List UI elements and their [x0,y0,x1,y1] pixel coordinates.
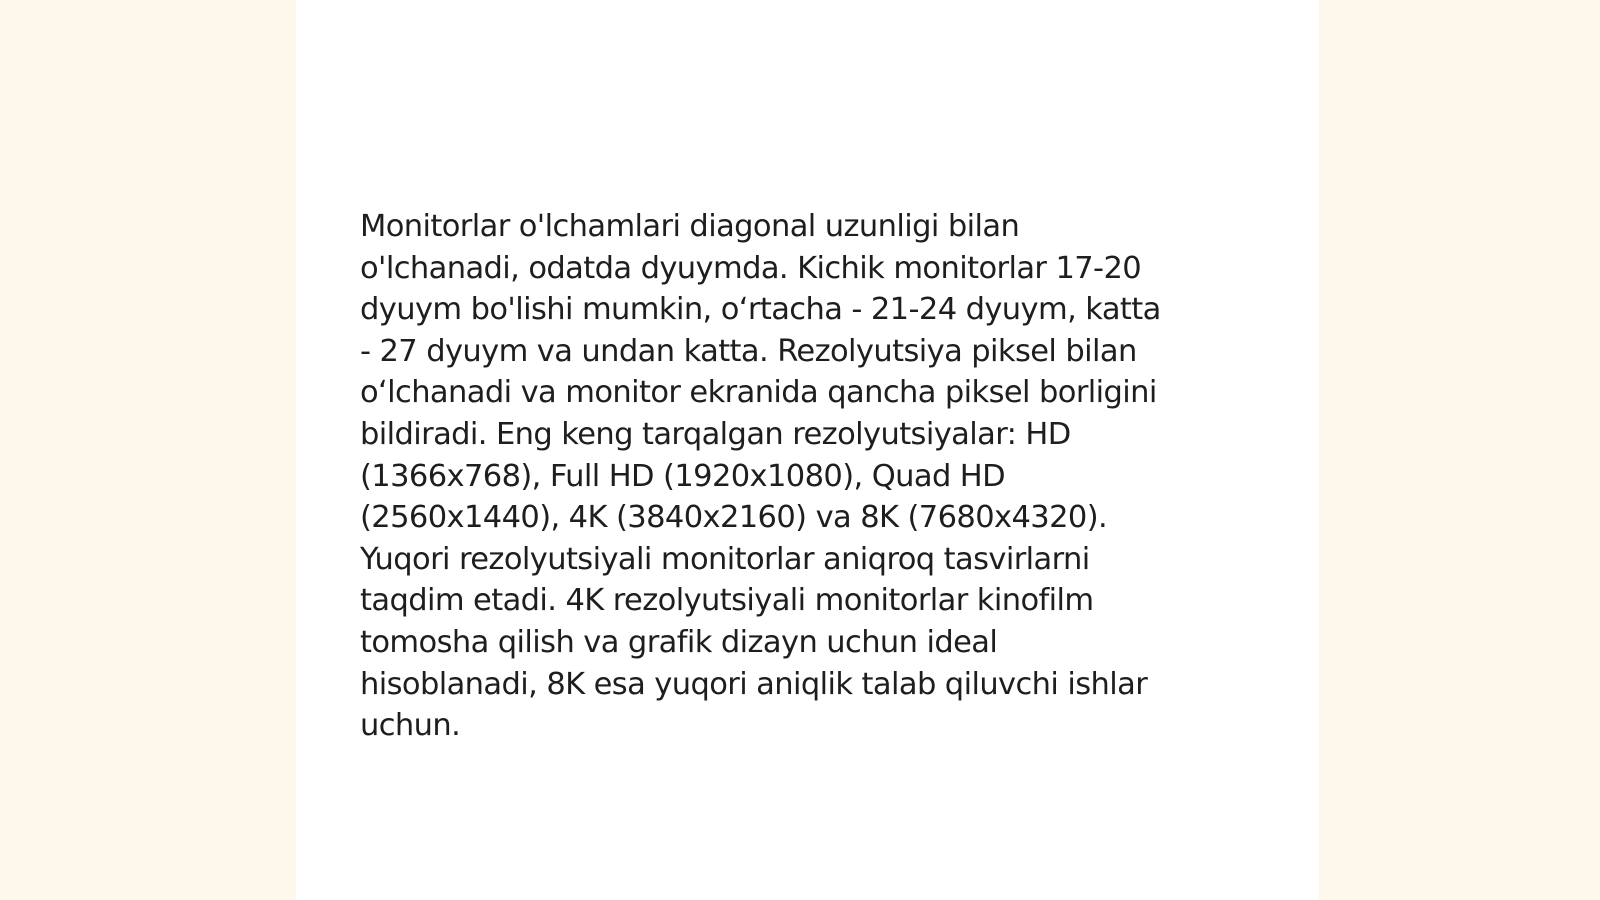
paragraph-line: - 27 dyuym va undan katta. Rezolyutsiya piksel bilan [360,333,1137,369]
paragraph-line: o'lchanadi, odatda dyuymda. Kichik monitorlar 17-20 [360,250,1142,286]
document-page [296,0,1319,900]
paragraph-line: hisoblanadi, 8K esa yuqori aniqlik talab qiluvchi ishlar [360,666,1148,702]
paragraph-line: bildiradi. Eng keng tarqalgan rezolyutsiyalar: HD [360,416,1071,452]
paragraph-line: (1366x768), Full HD (1920x1080), Quad HD [360,458,1006,494]
paragraph-line: o‘lchanadi va monitor ekranida qancha piksel borligini [360,375,1157,411]
paragraph-line: (2560x1440), 4K (3840x2160) va 8K (7680x4320). [360,500,1108,536]
paragraph-line: uchun. [360,708,461,744]
paragraph-line: dyuym bo'lishi mumkin, o‘rtacha - 21-24 dyuym, katta [360,292,1161,328]
paragraph-line: Monitorlar o'lchamlari diagonal uzunligi bilan [360,209,1020,244]
paragraph-line: tomosha qilish va grafik dizayn uchun ideal [360,624,998,660]
paragraph-line: Yuqori rezolyutsiyali monitorlar aniqroq tasvirlarni [360,541,1090,577]
right-margin-panel [1319,0,1600,900]
body-paragraph [360,206,1260,747]
left-margin-panel [0,0,296,900]
paragraph-line: taqdim etadi. 4K rezolyutsiyali monitorlar kinofilm [360,583,1094,619]
